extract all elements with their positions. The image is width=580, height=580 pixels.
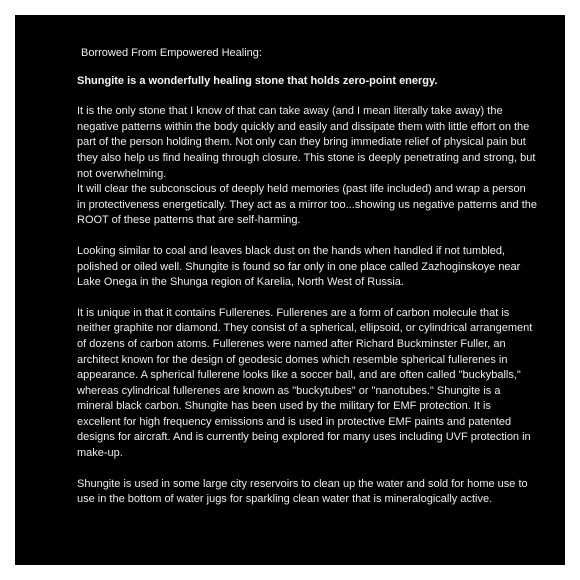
paragraph-2: It will clear the subconscious of deeply held memories (past life included) and wrap a person in protectiveness energetically. They act as a mirror too...showing us negative patterns and the ROOT of these patterns that are self-harming. [77, 183, 538, 227]
paragraph-4: It is unique in that it contains Fullerenes. Fullerenes are a form of carbon molecule that is neither graphite nor diamond. They consist of a spherical, ellipsoid, or cylindrical arrangement of dozens of carbon atoms. Fullerenes were named after Richard Buckminster Fuller, an architect known for the design of geodesic domes which resemble spherical fullerenes in appearance. A spherical fullerene looks like a soccer ball, and are often called "buckyballs," whereas cylindrical fullerenes are known as "buckytubes" or "nanotubes." Shungite is a mineral black carbon. Shungite has been used by the military for EMF protection. It is excellent for high frequency emissions and is used in protective EMF paints and patented designs for aircraft. And is currently being explored for many uses including UVF protection in make-up. [77, 306, 533, 460]
paragraph-3: Looking similar to coal and leaves black dust on the hands when handled if not tumbled, polished or oiled well. Shungite is found so far only in one place called Zazhoginskoye near Lake Onega in the Shunga region of Karelia, North West of Russia. [77, 244, 521, 289]
paragraph-1: It is the only stone that I know of that can take away (and I mean literally take away) the negative patterns within the body quickly and easily and dissipate them with little effort on the part of the person holding them. Not only can they bring immediate relief of physical pain but they also help us find healing through closure. This stone is deeply penetrating and strong, but not overwhelming. [77, 105, 536, 180]
heading: Shungite is a wonderfully healing stone that holds zero-point energy. [77, 74, 438, 87]
text-card [15, 15, 565, 565]
source-attribution: Borrowed From Empowered Healing: [81, 47, 262, 59]
document-body [77, 46, 537, 508]
paragraph-5: Shungite is used in some large city reservoirs to clean up the water and sold for home use to use in the bottom of water jugs for sparkling clean water that is mineralogically active. [77, 477, 528, 506]
